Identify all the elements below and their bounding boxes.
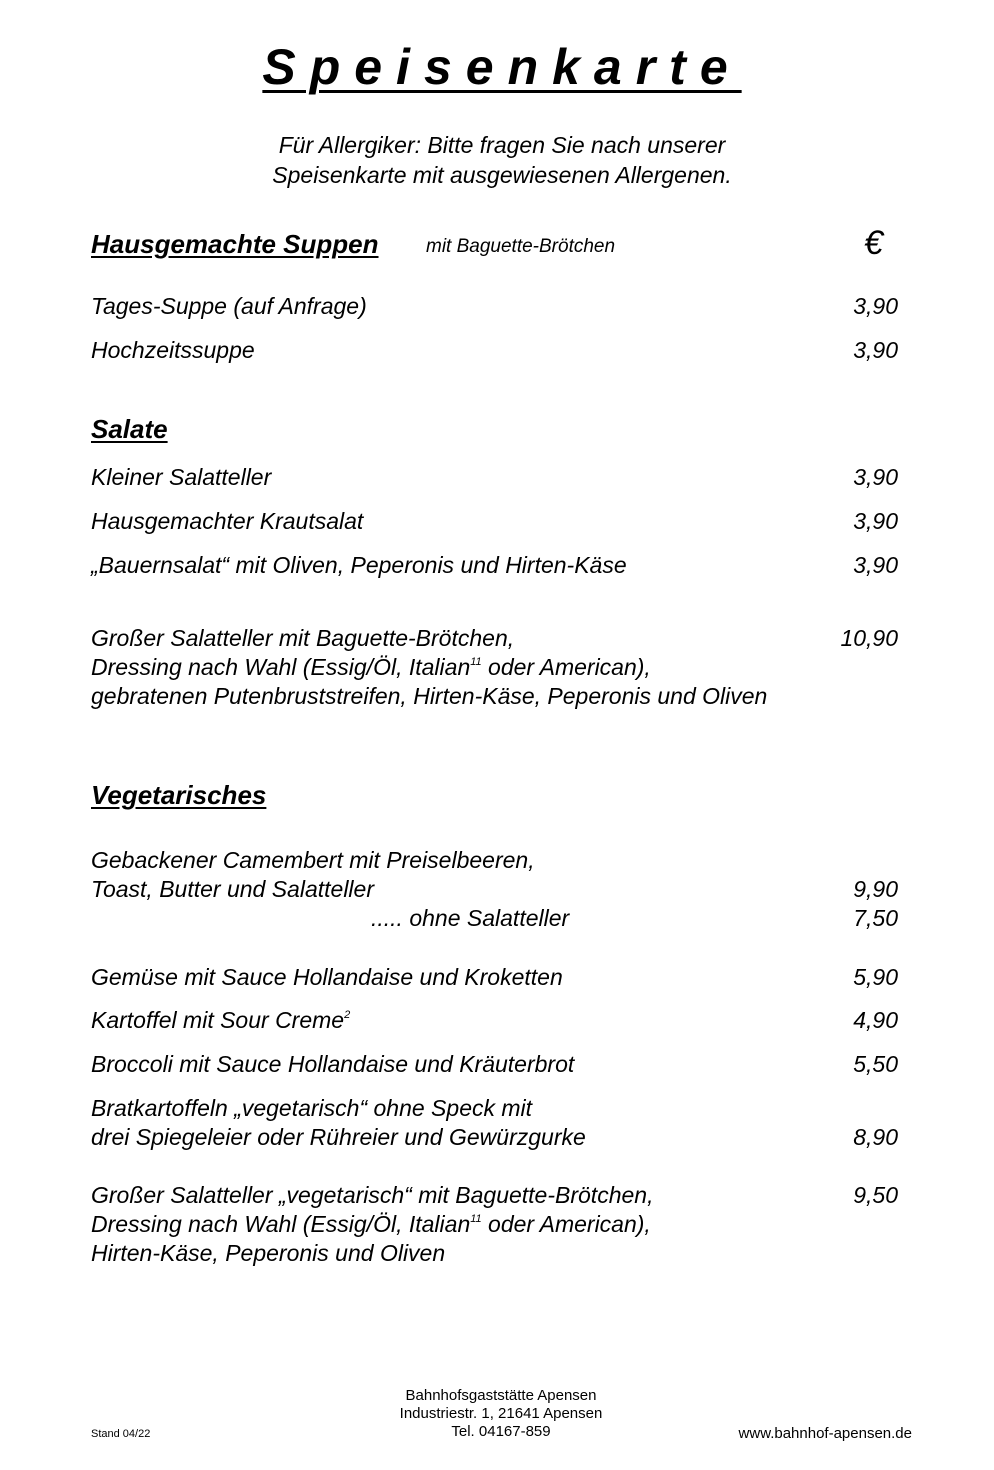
menu-item-price: 3,90 xyxy=(853,337,898,363)
menu-item-description xyxy=(91,846,535,904)
menu-item-price: 3,90 xyxy=(853,552,898,578)
menu-item-name: Kleiner Salatteller xyxy=(91,464,272,490)
menu-item-variant: ..... ohne Salatteller xyxy=(371,905,570,931)
section-heading-suppen: Hausgemachte Suppen xyxy=(91,229,379,259)
menu-item-line: gebratenen Putenbruststreifen, Hirten-Käse, Peperonis und Oliven xyxy=(91,683,768,709)
section-heading-salate: Salate xyxy=(91,414,168,444)
menu-item-name: Kartoffel mit Sour Creme$^2$ xyxy=(91,1007,351,1033)
menu-item-price: 4,90 xyxy=(853,1007,898,1033)
website-link[interactable]: www.bahnhof-apensen.de xyxy=(738,1425,912,1442)
menu-item-price: 10,90 xyxy=(840,625,898,651)
menu-item-variant-price: 7,50 xyxy=(853,905,898,931)
menu-item-description xyxy=(91,624,767,711)
menu-item-line: Dressing nach Wahl (Essig/Öl, Italian$^{11}$ oder American), xyxy=(91,1211,651,1237)
menu-item-line: Dressing nach Wahl (Essig/Öl, Italian$^{11}$ oder American), xyxy=(91,654,651,680)
menu-item-name: Hausgemachter Krautsalat xyxy=(91,508,364,534)
menu-item-description xyxy=(91,1094,586,1152)
allergy-note-line-2: Speisenkarte mit ausgewiesenen Allergenen. xyxy=(272,162,732,188)
allergy-note-line-1: Für Allergiker: Bitte fragen Sie nach unserer xyxy=(278,132,726,158)
menu-item-line: Hirten-Käse, Peperonis und Oliven xyxy=(91,1240,446,1266)
allergen-footnote: 2 xyxy=(344,1009,351,1021)
menu-item-price: 8,90 xyxy=(853,1124,898,1150)
restaurant-address: Industriestr. 1, 21641 Apensen xyxy=(399,1405,603,1422)
footer-address-block xyxy=(360,1387,642,1441)
menu-item-line: Gebackener Camembert mit Preiselbeeren, xyxy=(91,847,535,873)
menu-item-price: 9,90 xyxy=(853,876,898,902)
menu-item-name: Broccoli mit Sauce Hollandaise und Kräuterbrot xyxy=(91,1051,575,1077)
allergy-note xyxy=(0,130,994,190)
menu-item-line: Großer Salatteller „vegetarisch“ mit Baguette-Brötchen, xyxy=(91,1182,654,1208)
menu-item-name: Gemüse mit Sauce Hollandaise und Kroketten xyxy=(91,964,563,990)
menu-item-price: 9,50 xyxy=(853,1182,898,1208)
menu-item-price: 3,90 xyxy=(853,464,898,490)
menu-item-price: 3,90 xyxy=(853,508,898,534)
menu-item-name: „Bauernsalat“ mit Oliven, Peperonis und Hirten-Käse xyxy=(91,552,627,578)
stand-date: Stand 04/22 xyxy=(91,1428,151,1440)
menu-item-name: Hochzeitssuppe xyxy=(91,337,255,363)
currency-symbol: € xyxy=(864,224,883,262)
section-heading-vegetarisches: Vegetarisches xyxy=(91,780,267,810)
section-note-suppen: mit Baguette-Brötchen xyxy=(426,236,616,257)
menu-item-line: Großer Salatteller mit Baguette-Brötchen, xyxy=(91,625,515,651)
menu-item-line: drei Spiegeleier oder Rühreier und Gewürzgurke xyxy=(91,1124,586,1150)
restaurant-phone: Tel. 04167-859 xyxy=(451,1423,551,1440)
menu-item-line: Toast, Butter und Salatteller xyxy=(91,876,374,902)
menu-item-description xyxy=(91,1181,653,1268)
menu-item-price: 5,90 xyxy=(853,964,898,990)
allergen-footnote: 11 xyxy=(470,656,482,668)
menu-item-price: 5,50 xyxy=(853,1051,898,1077)
menu-item-line: Bratkartoffeln „vegetarisch“ ohne Speck mit xyxy=(91,1095,533,1121)
menu-item-price: 3,90 xyxy=(853,293,898,319)
restaurant-name: Bahnhofsgaststätte Apensen xyxy=(405,1387,597,1404)
allergen-footnote: 11 xyxy=(470,1213,482,1225)
page-title: Speisenkarte xyxy=(262,39,742,95)
menu-item-name: Tages-Suppe (auf Anfrage) xyxy=(91,293,367,319)
